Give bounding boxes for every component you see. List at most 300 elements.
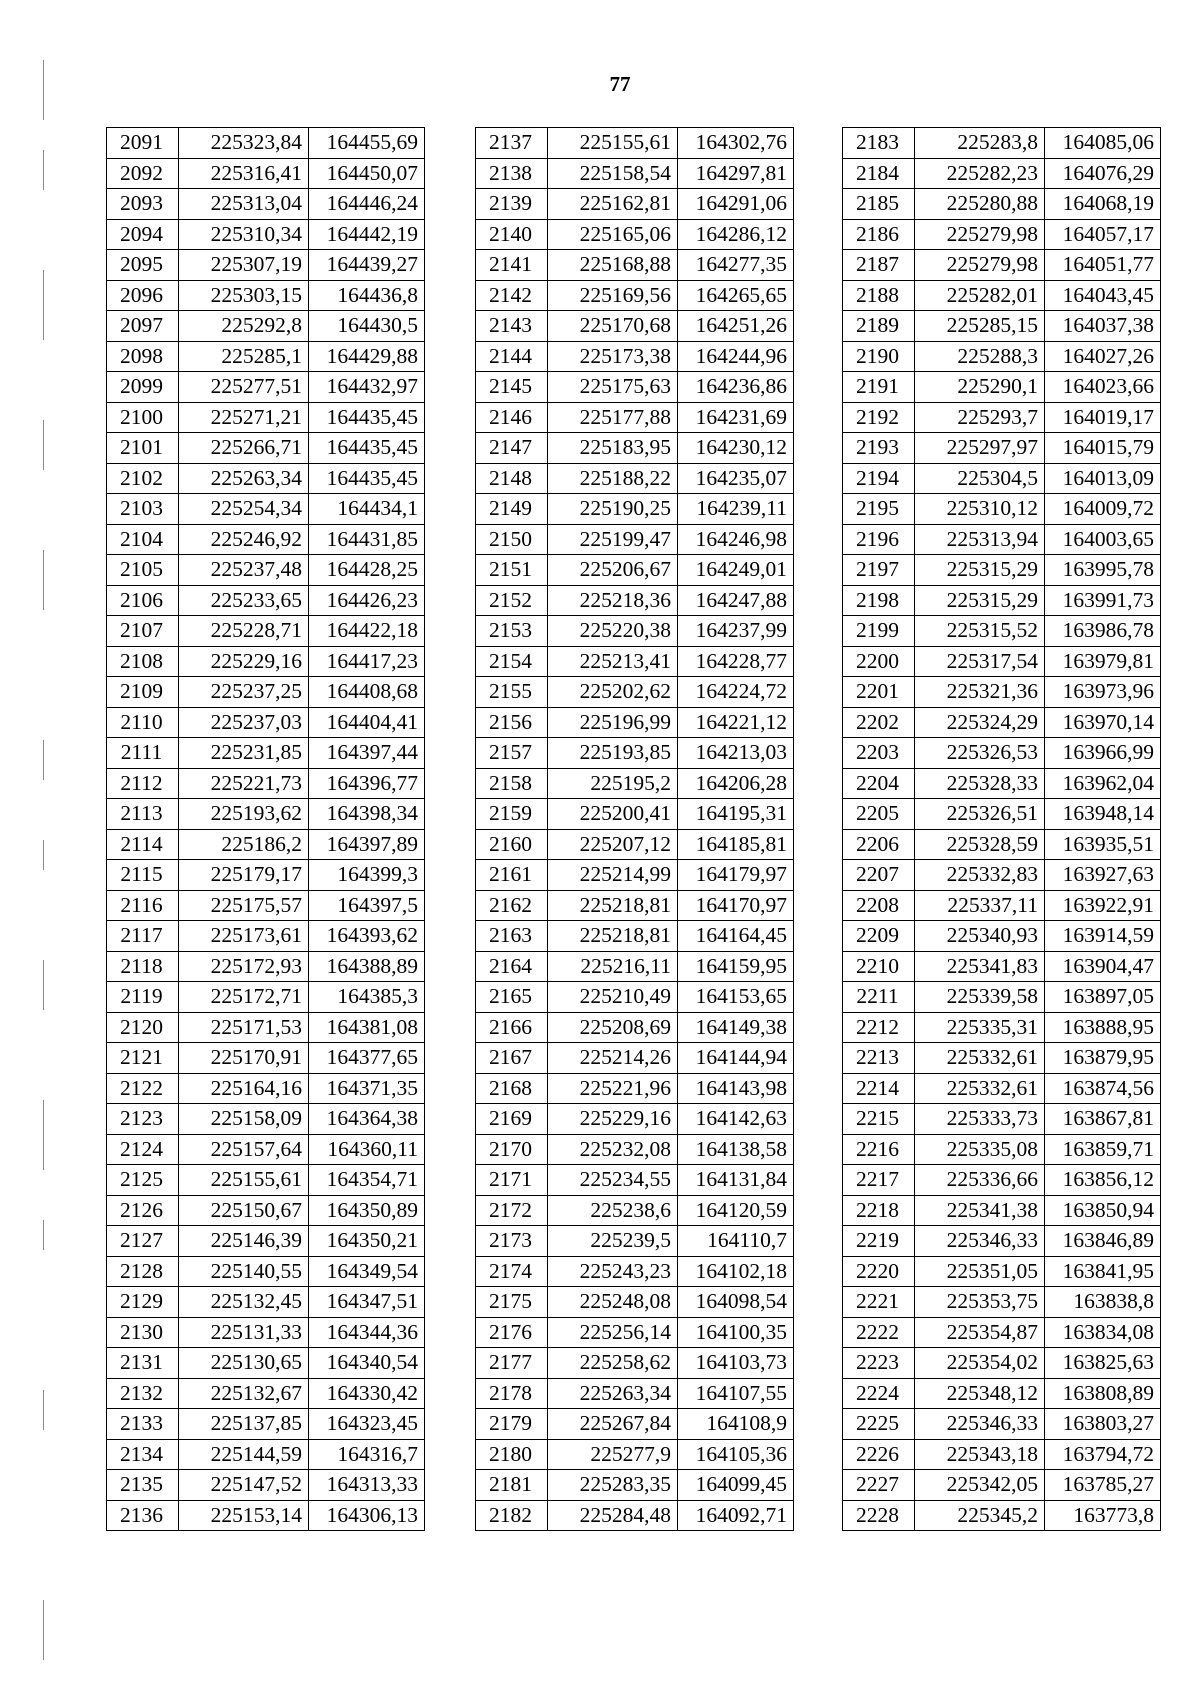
- point-number-cell: 2228: [843, 1500, 915, 1531]
- y-coordinate-cell: 164159,95: [678, 951, 794, 982]
- y-coordinate-cell: 164408,68: [309, 677, 425, 708]
- point-number-cell: 2150: [476, 524, 548, 555]
- x-coordinate-cell: 225348,12: [915, 1378, 1045, 1409]
- x-coordinate-cell: 225256,14: [548, 1317, 678, 1348]
- x-coordinate-cell: 225190,25: [548, 494, 678, 525]
- point-number-cell: 2184: [843, 158, 915, 189]
- table-row: [107, 616, 425, 647]
- y-coordinate-cell: 163850,94: [1045, 1195, 1161, 1226]
- x-coordinate-cell: 225155,61: [179, 1165, 309, 1196]
- y-coordinate-cell: 164213,03: [678, 738, 794, 769]
- point-number-cell: 2172: [476, 1195, 548, 1226]
- x-coordinate-cell: 225162,81: [548, 189, 678, 220]
- x-coordinate-cell: 225150,67: [179, 1195, 309, 1226]
- point-number-cell: 2207: [843, 860, 915, 891]
- y-coordinate-cell: 164092,71: [678, 1500, 794, 1531]
- x-coordinate-cell: 225313,94: [915, 524, 1045, 555]
- table-row: [843, 829, 1161, 860]
- table-row: [843, 1165, 1161, 1196]
- table-row: [843, 585, 1161, 616]
- y-coordinate-cell: 164249,01: [678, 555, 794, 586]
- y-coordinate-cell: 163846,89: [1045, 1226, 1161, 1257]
- point-number-cell: 2128: [107, 1256, 179, 1287]
- y-coordinate-cell: 164330,42: [309, 1378, 425, 1409]
- x-coordinate-cell: 225332,61: [915, 1073, 1045, 1104]
- x-coordinate-cell: 225196,99: [548, 707, 678, 738]
- point-number-cell: 2225: [843, 1409, 915, 1440]
- table-row: [476, 341, 794, 372]
- y-coordinate-cell: 164398,34: [309, 799, 425, 830]
- x-coordinate-cell: 225214,99: [548, 860, 678, 891]
- scan-mark: [43, 150, 44, 190]
- x-coordinate-cell: 225239,5: [548, 1226, 678, 1257]
- table-row: [843, 189, 1161, 220]
- point-number-cell: 2154: [476, 646, 548, 677]
- table-row: [107, 1439, 425, 1470]
- y-coordinate-cell: 163991,73: [1045, 585, 1161, 616]
- x-coordinate-cell: 225210,49: [548, 982, 678, 1013]
- x-coordinate-cell: 225229,16: [548, 1104, 678, 1135]
- y-coordinate-cell: 164027,26: [1045, 341, 1161, 372]
- point-number-cell: 2158: [476, 768, 548, 799]
- point-number-cell: 2139: [476, 189, 548, 220]
- y-coordinate-cell: 164108,9: [678, 1409, 794, 1440]
- x-coordinate-cell: 225328,33: [915, 768, 1045, 799]
- x-coordinate-cell: 225231,85: [179, 738, 309, 769]
- y-coordinate-cell: 164397,89: [309, 829, 425, 860]
- y-coordinate-cell: 163888,95: [1045, 1012, 1161, 1043]
- point-number-cell: 2117: [107, 921, 179, 952]
- point-number-cell: 2115: [107, 860, 179, 891]
- table-row: [476, 463, 794, 494]
- point-number-cell: 2137: [476, 128, 548, 159]
- x-coordinate-cell: 225175,63: [548, 372, 678, 403]
- point-number-cell: 2192: [843, 402, 915, 433]
- point-number-cell: 2136: [107, 1500, 179, 1531]
- table-row: [843, 250, 1161, 281]
- table-row: [843, 524, 1161, 555]
- y-coordinate-cell: 164354,71: [309, 1165, 425, 1196]
- x-coordinate-cell: 225193,62: [179, 799, 309, 830]
- point-number-cell: 2141: [476, 250, 548, 281]
- x-coordinate-cell: 225179,17: [179, 860, 309, 891]
- x-coordinate-cell: 225346,33: [915, 1409, 1045, 1440]
- y-coordinate-cell: 164435,45: [309, 463, 425, 494]
- y-coordinate-cell: 164236,86: [678, 372, 794, 403]
- table-row: [843, 341, 1161, 372]
- x-coordinate-cell: 225158,54: [548, 158, 678, 189]
- x-coordinate-cell: 225171,53: [179, 1012, 309, 1043]
- x-coordinate-cell: 225266,71: [179, 433, 309, 464]
- x-coordinate-cell: 225132,45: [179, 1287, 309, 1318]
- x-coordinate-cell: 225280,88: [915, 189, 1045, 220]
- y-coordinate-cell: 164251,26: [678, 311, 794, 342]
- y-coordinate-cell: 163897,05: [1045, 982, 1161, 1013]
- y-coordinate-cell: 164388,89: [309, 951, 425, 982]
- x-coordinate-cell: 225207,12: [548, 829, 678, 860]
- y-coordinate-cell: 163914,59: [1045, 921, 1161, 952]
- table-row: [107, 860, 425, 891]
- y-coordinate-cell: 164381,08: [309, 1012, 425, 1043]
- table-row: [476, 402, 794, 433]
- y-coordinate-cell: 164153,65: [678, 982, 794, 1013]
- table-row: [476, 189, 794, 220]
- y-coordinate-cell: 163803,27: [1045, 1409, 1161, 1440]
- x-coordinate-cell: 225188,22: [548, 463, 678, 494]
- y-coordinate-cell: 164144,94: [678, 1043, 794, 1074]
- table-row: [107, 1134, 425, 1165]
- y-coordinate-cell: 164349,54: [309, 1256, 425, 1287]
- y-coordinate-cell: 164231,69: [678, 402, 794, 433]
- table-row: [107, 128, 425, 159]
- table-row: [476, 1348, 794, 1379]
- point-number-cell: 2100: [107, 402, 179, 433]
- x-coordinate-cell: 225130,65: [179, 1348, 309, 1379]
- y-coordinate-cell: 163879,95: [1045, 1043, 1161, 1074]
- point-number-cell: 2164: [476, 951, 548, 982]
- y-coordinate-cell: 164037,38: [1045, 311, 1161, 342]
- point-number-cell: 2222: [843, 1317, 915, 1348]
- point-number-cell: 2186: [843, 219, 915, 250]
- point-number-cell: 2113: [107, 799, 179, 830]
- table-row: [476, 799, 794, 830]
- x-coordinate-cell: 225237,48: [179, 555, 309, 586]
- point-number-cell: 2221: [843, 1287, 915, 1318]
- table-row: [843, 1378, 1161, 1409]
- table-row: [476, 1104, 794, 1135]
- y-coordinate-cell: 164195,31: [678, 799, 794, 830]
- y-coordinate-cell: 164397,44: [309, 738, 425, 769]
- table-row: [107, 951, 425, 982]
- table-row: [843, 1043, 1161, 1074]
- table-row: [107, 1073, 425, 1104]
- point-number-cell: 2152: [476, 585, 548, 616]
- table-row: [843, 158, 1161, 189]
- x-coordinate-cell: 225165,06: [548, 219, 678, 250]
- x-coordinate-cell: 225345,2: [915, 1500, 1045, 1531]
- point-number-cell: 2123: [107, 1104, 179, 1135]
- coordinates-table-3: [842, 127, 1161, 1531]
- point-number-cell: 2195: [843, 494, 915, 525]
- table-row: [476, 890, 794, 921]
- table-row: [476, 1378, 794, 1409]
- point-number-cell: 2173: [476, 1226, 548, 1257]
- x-coordinate-cell: 225263,34: [179, 463, 309, 494]
- table-row: [843, 280, 1161, 311]
- point-number-cell: 2200: [843, 646, 915, 677]
- x-coordinate-cell: 225279,98: [915, 250, 1045, 281]
- point-number-cell: 2168: [476, 1073, 548, 1104]
- table-row: [476, 646, 794, 677]
- point-number-cell: 2194: [843, 463, 915, 494]
- table-row: [843, 372, 1161, 403]
- x-coordinate-cell: 225324,29: [915, 707, 1045, 738]
- point-number-cell: 2142: [476, 280, 548, 311]
- table-row: [843, 1195, 1161, 1226]
- point-number-cell: 2203: [843, 738, 915, 769]
- scan-mark: [43, 60, 44, 120]
- x-coordinate-cell: 225243,23: [548, 1256, 678, 1287]
- y-coordinate-cell: 164439,27: [309, 250, 425, 281]
- point-number-cell: 2166: [476, 1012, 548, 1043]
- y-coordinate-cell: 163979,81: [1045, 646, 1161, 677]
- y-coordinate-cell: 164015,79: [1045, 433, 1161, 464]
- table-row: [107, 1378, 425, 1409]
- y-coordinate-cell: 164085,06: [1045, 128, 1161, 159]
- y-coordinate-cell: 164371,35: [309, 1073, 425, 1104]
- point-number-cell: 2133: [107, 1409, 179, 1440]
- table-row: [107, 1012, 425, 1043]
- table-row: [843, 1012, 1161, 1043]
- point-number-cell: 2179: [476, 1409, 548, 1440]
- table-row: [476, 982, 794, 1013]
- y-coordinate-cell: 163904,47: [1045, 951, 1161, 982]
- x-coordinate-cell: 225144,59: [179, 1439, 309, 1470]
- table-row: [107, 463, 425, 494]
- table-row: [843, 1226, 1161, 1257]
- y-coordinate-cell: 164246,98: [678, 524, 794, 555]
- y-coordinate-cell: 164436,8: [309, 280, 425, 311]
- y-coordinate-cell: 163935,51: [1045, 829, 1161, 860]
- x-coordinate-cell: 225237,03: [179, 707, 309, 738]
- x-coordinate-cell: 225155,61: [548, 128, 678, 159]
- y-coordinate-cell: 163838,8: [1045, 1287, 1161, 1318]
- y-coordinate-cell: 164340,54: [309, 1348, 425, 1379]
- y-coordinate-cell: 164099,45: [678, 1470, 794, 1501]
- table-row: [476, 1317, 794, 1348]
- point-number-cell: 2163: [476, 921, 548, 952]
- point-number-cell: 2155: [476, 677, 548, 708]
- x-coordinate-cell: 225157,64: [179, 1134, 309, 1165]
- x-coordinate-cell: 225292,8: [179, 311, 309, 342]
- table-row: [476, 433, 794, 464]
- table-row: [107, 890, 425, 921]
- point-number-cell: 2097: [107, 311, 179, 342]
- x-coordinate-cell: 225317,54: [915, 646, 1045, 677]
- table-row: [476, 219, 794, 250]
- scan-edge-marks: [43, 40, 45, 1700]
- table-row: [843, 677, 1161, 708]
- point-number-cell: 2132: [107, 1378, 179, 1409]
- table-row: [107, 1195, 425, 1226]
- x-coordinate-cell: 225288,3: [915, 341, 1045, 372]
- point-number-cell: 2099: [107, 372, 179, 403]
- y-coordinate-cell: 164185,81: [678, 829, 794, 860]
- x-coordinate-cell: 225170,68: [548, 311, 678, 342]
- x-coordinate-cell: 225147,52: [179, 1470, 309, 1501]
- table-row: [843, 1409, 1161, 1440]
- x-coordinate-cell: 225168,88: [548, 250, 678, 281]
- point-number-cell: 2092: [107, 158, 179, 189]
- point-number-cell: 2134: [107, 1439, 179, 1470]
- table-row: [476, 616, 794, 647]
- y-coordinate-cell: 164450,07: [309, 158, 425, 189]
- table-row: [107, 280, 425, 311]
- y-coordinate-cell: 164297,81: [678, 158, 794, 189]
- y-coordinate-cell: 164422,18: [309, 616, 425, 647]
- point-number-cell: 2114: [107, 829, 179, 860]
- y-coordinate-cell: 164417,23: [309, 646, 425, 677]
- x-coordinate-cell: 225307,19: [179, 250, 309, 281]
- scan-mark: [43, 740, 44, 780]
- y-coordinate-cell: 164397,5: [309, 890, 425, 921]
- x-coordinate-cell: 225271,21: [179, 402, 309, 433]
- y-coordinate-cell: 163773,8: [1045, 1500, 1161, 1531]
- y-coordinate-cell: 164179,97: [678, 860, 794, 891]
- table-row: [476, 951, 794, 982]
- y-coordinate-cell: 164344,36: [309, 1317, 425, 1348]
- y-coordinate-cell: 164143,98: [678, 1073, 794, 1104]
- table-row: [476, 1409, 794, 1440]
- x-coordinate-cell: 225277,9: [548, 1439, 678, 1470]
- point-number-cell: 2140: [476, 219, 548, 250]
- point-number-cell: 2144: [476, 341, 548, 372]
- scan-mark: [43, 270, 44, 340]
- point-number-cell: 2170: [476, 1134, 548, 1165]
- x-coordinate-cell: 225131,33: [179, 1317, 309, 1348]
- table-row: [107, 768, 425, 799]
- y-coordinate-cell: 164206,28: [678, 768, 794, 799]
- point-number-cell: 2121: [107, 1043, 179, 1074]
- point-number-cell: 2103: [107, 494, 179, 525]
- y-coordinate-cell: 163962,04: [1045, 768, 1161, 799]
- table-row: [476, 128, 794, 159]
- table-row: [476, 707, 794, 738]
- y-coordinate-cell: 164385,3: [309, 982, 425, 1013]
- x-coordinate-cell: 225353,75: [915, 1287, 1045, 1318]
- point-number-cell: 2157: [476, 738, 548, 769]
- y-coordinate-cell: 164068,19: [1045, 189, 1161, 220]
- y-coordinate-cell: 164426,23: [309, 585, 425, 616]
- table-row: [476, 585, 794, 616]
- x-coordinate-cell: 225263,34: [548, 1378, 678, 1409]
- x-coordinate-cell: 225221,96: [548, 1073, 678, 1104]
- y-coordinate-cell: 164003,65: [1045, 524, 1161, 555]
- point-number-cell: 2112: [107, 768, 179, 799]
- y-coordinate-cell: 163922,91: [1045, 890, 1161, 921]
- x-coordinate-cell: 225337,11: [915, 890, 1045, 921]
- x-coordinate-cell: 225323,84: [179, 128, 309, 159]
- table-row: [843, 860, 1161, 891]
- y-coordinate-cell: 164019,17: [1045, 402, 1161, 433]
- point-number-cell: 2205: [843, 799, 915, 830]
- x-coordinate-cell: 225354,02: [915, 1348, 1045, 1379]
- point-number-cell: 2106: [107, 585, 179, 616]
- x-coordinate-cell: 225351,05: [915, 1256, 1045, 1287]
- table-row: [843, 463, 1161, 494]
- table-row: [107, 738, 425, 769]
- page-number: 77: [609, 72, 631, 96]
- point-number-cell: 2209: [843, 921, 915, 952]
- y-coordinate-cell: 164404,41: [309, 707, 425, 738]
- point-number-cell: 2130: [107, 1317, 179, 1348]
- point-number-cell: 2124: [107, 1134, 179, 1165]
- y-coordinate-cell: 164323,45: [309, 1409, 425, 1440]
- table-row: [476, 1256, 794, 1287]
- y-coordinate-cell: 164120,59: [678, 1195, 794, 1226]
- y-coordinate-cell: 163856,12: [1045, 1165, 1161, 1196]
- y-coordinate-cell: 164431,85: [309, 524, 425, 555]
- x-coordinate-cell: 225208,69: [548, 1012, 678, 1043]
- y-coordinate-cell: 164247,88: [678, 585, 794, 616]
- point-number-cell: 2091: [107, 128, 179, 159]
- x-coordinate-cell: 225277,51: [179, 372, 309, 403]
- x-coordinate-cell: 225173,38: [548, 341, 678, 372]
- point-number-cell: 2180: [476, 1439, 548, 1470]
- table-row: [476, 494, 794, 525]
- y-coordinate-cell: 163834,08: [1045, 1317, 1161, 1348]
- table-body: [107, 128, 425, 1531]
- point-number-cell: 2147: [476, 433, 548, 464]
- table-row: [107, 707, 425, 738]
- x-coordinate-cell: 225218,36: [548, 585, 678, 616]
- point-number-cell: 2138: [476, 158, 548, 189]
- point-number-cell: 2161: [476, 860, 548, 891]
- x-coordinate-cell: 225321,36: [915, 677, 1045, 708]
- y-coordinate-cell: 164455,69: [309, 128, 425, 159]
- x-coordinate-cell: 225341,83: [915, 951, 1045, 982]
- x-coordinate-cell: 225283,35: [548, 1470, 678, 1501]
- y-coordinate-cell: 163867,81: [1045, 1104, 1161, 1135]
- y-coordinate-cell: 164434,1: [309, 494, 425, 525]
- y-coordinate-cell: 164428,25: [309, 555, 425, 586]
- x-coordinate-cell: 225336,66: [915, 1165, 1045, 1196]
- table-row: [107, 799, 425, 830]
- point-number-cell: 2182: [476, 1500, 548, 1531]
- table-row: [107, 585, 425, 616]
- y-coordinate-cell: 164076,29: [1045, 158, 1161, 189]
- table-row: [843, 1256, 1161, 1287]
- y-coordinate-cell: 164105,36: [678, 1439, 794, 1470]
- x-coordinate-cell: 225233,65: [179, 585, 309, 616]
- point-number-cell: 2110: [107, 707, 179, 738]
- point-number-cell: 2204: [843, 768, 915, 799]
- point-number-cell: 2213: [843, 1043, 915, 1074]
- x-coordinate-cell: 225290,1: [915, 372, 1045, 403]
- table-row: [107, 524, 425, 555]
- scan-mark: [43, 960, 44, 1010]
- x-coordinate-cell: 225310,12: [915, 494, 1045, 525]
- x-coordinate-cell: 225216,11: [548, 951, 678, 982]
- y-coordinate-cell: 164429,88: [309, 341, 425, 372]
- point-number-cell: 2131: [107, 1348, 179, 1379]
- x-coordinate-cell: 225132,67: [179, 1378, 309, 1409]
- table-row: [476, 1012, 794, 1043]
- x-coordinate-cell: 225221,73: [179, 768, 309, 799]
- point-number-cell: 2101: [107, 433, 179, 464]
- x-coordinate-cell: 225193,85: [548, 738, 678, 769]
- y-coordinate-cell: 164302,76: [678, 128, 794, 159]
- x-coordinate-cell: 225283,8: [915, 128, 1045, 159]
- y-coordinate-cell: 164316,7: [309, 1439, 425, 1470]
- point-number-cell: 2102: [107, 463, 179, 494]
- y-coordinate-cell: 164098,54: [678, 1287, 794, 1318]
- point-number-cell: 2098: [107, 341, 179, 372]
- table-row: [107, 1317, 425, 1348]
- point-number-cell: 2177: [476, 1348, 548, 1379]
- y-coordinate-cell: 164430,5: [309, 311, 425, 342]
- x-coordinate-cell: 225315,52: [915, 616, 1045, 647]
- y-coordinate-cell: 164442,19: [309, 219, 425, 250]
- y-coordinate-cell: 163825,63: [1045, 1348, 1161, 1379]
- y-coordinate-cell: 163927,63: [1045, 860, 1161, 891]
- x-coordinate-cell: 225332,61: [915, 1043, 1045, 1074]
- point-number-cell: 2122: [107, 1073, 179, 1104]
- table-row: [107, 402, 425, 433]
- x-coordinate-cell: 225237,25: [179, 677, 309, 708]
- point-number-cell: 2176: [476, 1317, 548, 1348]
- y-coordinate-cell: 164350,21: [309, 1226, 425, 1257]
